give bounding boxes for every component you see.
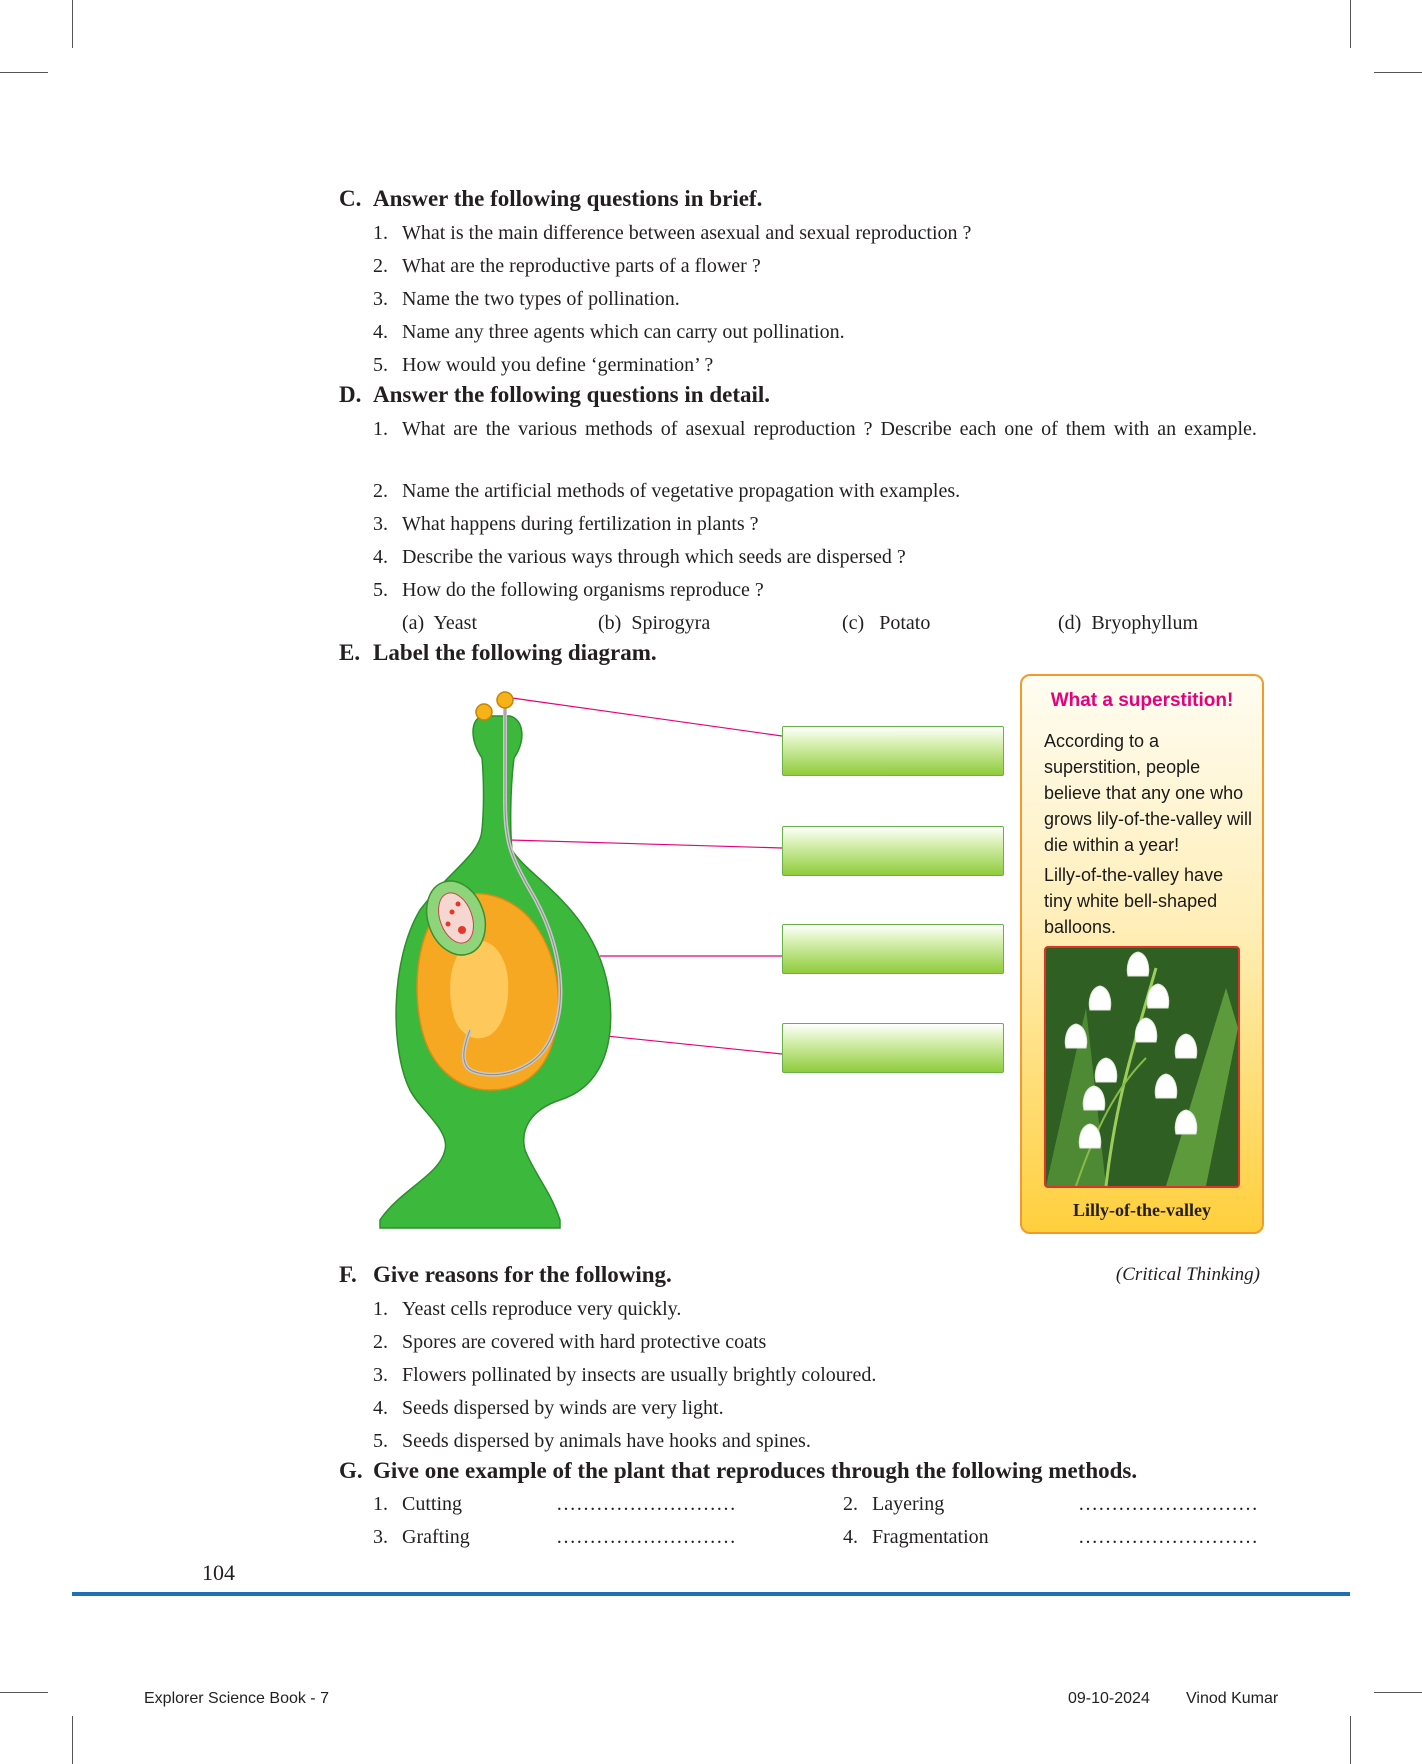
list-item: 2. What are the reproductive parts of a flower ? [373, 255, 761, 277]
option-b: (b) Spirogyra [598, 612, 711, 634]
label-answer-box[interactable] [782, 1023, 1004, 1073]
answer-blank[interactable]: ……………………… [556, 1493, 736, 1515]
footer-author: Vinod Kumar [1186, 1690, 1279, 1707]
callout-title: What a superstition! [1050, 690, 1234, 711]
footer-book-title: Explorer Science Book - 7 [144, 1690, 329, 1707]
lily-of-the-valley-illustration [1046, 948, 1238, 1186]
answer-blank[interactable]: ……………………… [556, 1526, 736, 1548]
answer-blank[interactable]: ……………………… [1078, 1493, 1258, 1515]
crop-mark [1374, 1692, 1422, 1693]
crop-mark [72, 0, 73, 48]
section-d-heading: D. Answer the following questions in detail. [339, 382, 771, 407]
option-a: (a) Yeast [402, 612, 478, 634]
section-c-heading: C. Answer the following questions in brief. [339, 186, 763, 211]
list-item: 4. Seeds dispersed by winds are very light. [373, 1397, 724, 1419]
critical-thinking-tag: (Critical Thinking) [1115, 1264, 1260, 1285]
egg-cell [458, 926, 466, 934]
photo-caption: Lilly-of-the-valley [1073, 1200, 1211, 1220]
list-item: 1. Cutting [373, 1493, 463, 1515]
list-item: 1. Yeast cells reproduce very quickly. [373, 1298, 682, 1320]
option-d: (d) Bryophyllum [1058, 612, 1198, 634]
footer-date: 09-10-2024 [1068, 1690, 1150, 1707]
list-item: 2. Name the artificial methods of vegetative propagation with examples. [373, 480, 961, 502]
label-answer-box[interactable] [782, 924, 1004, 974]
lily-photo [1044, 946, 1240, 1188]
section-e-heading: E. Label the following diagram. [339, 640, 657, 665]
crop-mark [72, 1716, 73, 1764]
crop-mark [1374, 72, 1422, 73]
crop-mark [1350, 1716, 1351, 1764]
list-item: 3. Grafting [373, 1526, 470, 1548]
list-item: 3. Name the two types of pollination. [373, 288, 680, 310]
answer-blank[interactable]: ……………………… [1078, 1526, 1258, 1548]
crop-mark [0, 72, 48, 73]
list-item: 5. Seeds dispersed by animals have hooks and spines. [373, 1430, 811, 1452]
nucleus-dot [456, 902, 461, 907]
superstition-callout [1020, 674, 1264, 1234]
nucleus-dot [450, 910, 455, 915]
list-item: 1. What are the various methods of asexual reproduction ? Describe each one of them with an example. [373, 418, 1257, 440]
crop-mark [0, 1692, 48, 1693]
callout-body: According to a superstition, people believe that any one who grows lily-of-the-valley will die within a year! Lilly-of-the-valley have tiny white bell-shaped balloons. [1044, 731, 1253, 937]
list-item: 3. What happens during fertilization in plants ? [373, 513, 759, 535]
option-c: (c) Potato [842, 612, 931, 634]
page-number: 104 [202, 1560, 235, 1585]
pollen-grain [497, 692, 513, 708]
leader-line [512, 698, 782, 736]
list-item: 1. What is the main difference between asexual and sexual reproduction ? [373, 222, 972, 244]
list-item: 4. Name any three agents which can carry out pollination. [373, 321, 845, 343]
nucleus-dot [446, 922, 451, 927]
label-answer-box[interactable] [782, 826, 1004, 876]
section-g-heading: G. Give one example of the plant that reproduces through the following methods. [339, 1458, 1138, 1483]
bottom-rule [72, 1592, 1350, 1596]
section-f-heading: F. Give reasons for the following. [339, 1262, 672, 1287]
list-item: 4. Fragmentation [843, 1526, 989, 1548]
list-item: 3. Flowers pollinated by insects are usually brightly coloured. [373, 1364, 877, 1386]
list-item: 5. How do the following organisms reproduce ? [373, 579, 764, 601]
list-item: 5. How would you define ‘germination’ ? [373, 354, 714, 376]
list-item: 2. Layering [843, 1493, 945, 1515]
label-answer-box[interactable] [782, 726, 1004, 776]
pollen-grain [476, 704, 492, 720]
list-item: 2. Spores are covered with hard protective coats [373, 1331, 767, 1353]
list-item: 4. Describe the various ways through which seeds are dispersed ? [373, 546, 906, 568]
leader-line [510, 840, 782, 848]
crop-mark [1350, 0, 1351, 48]
